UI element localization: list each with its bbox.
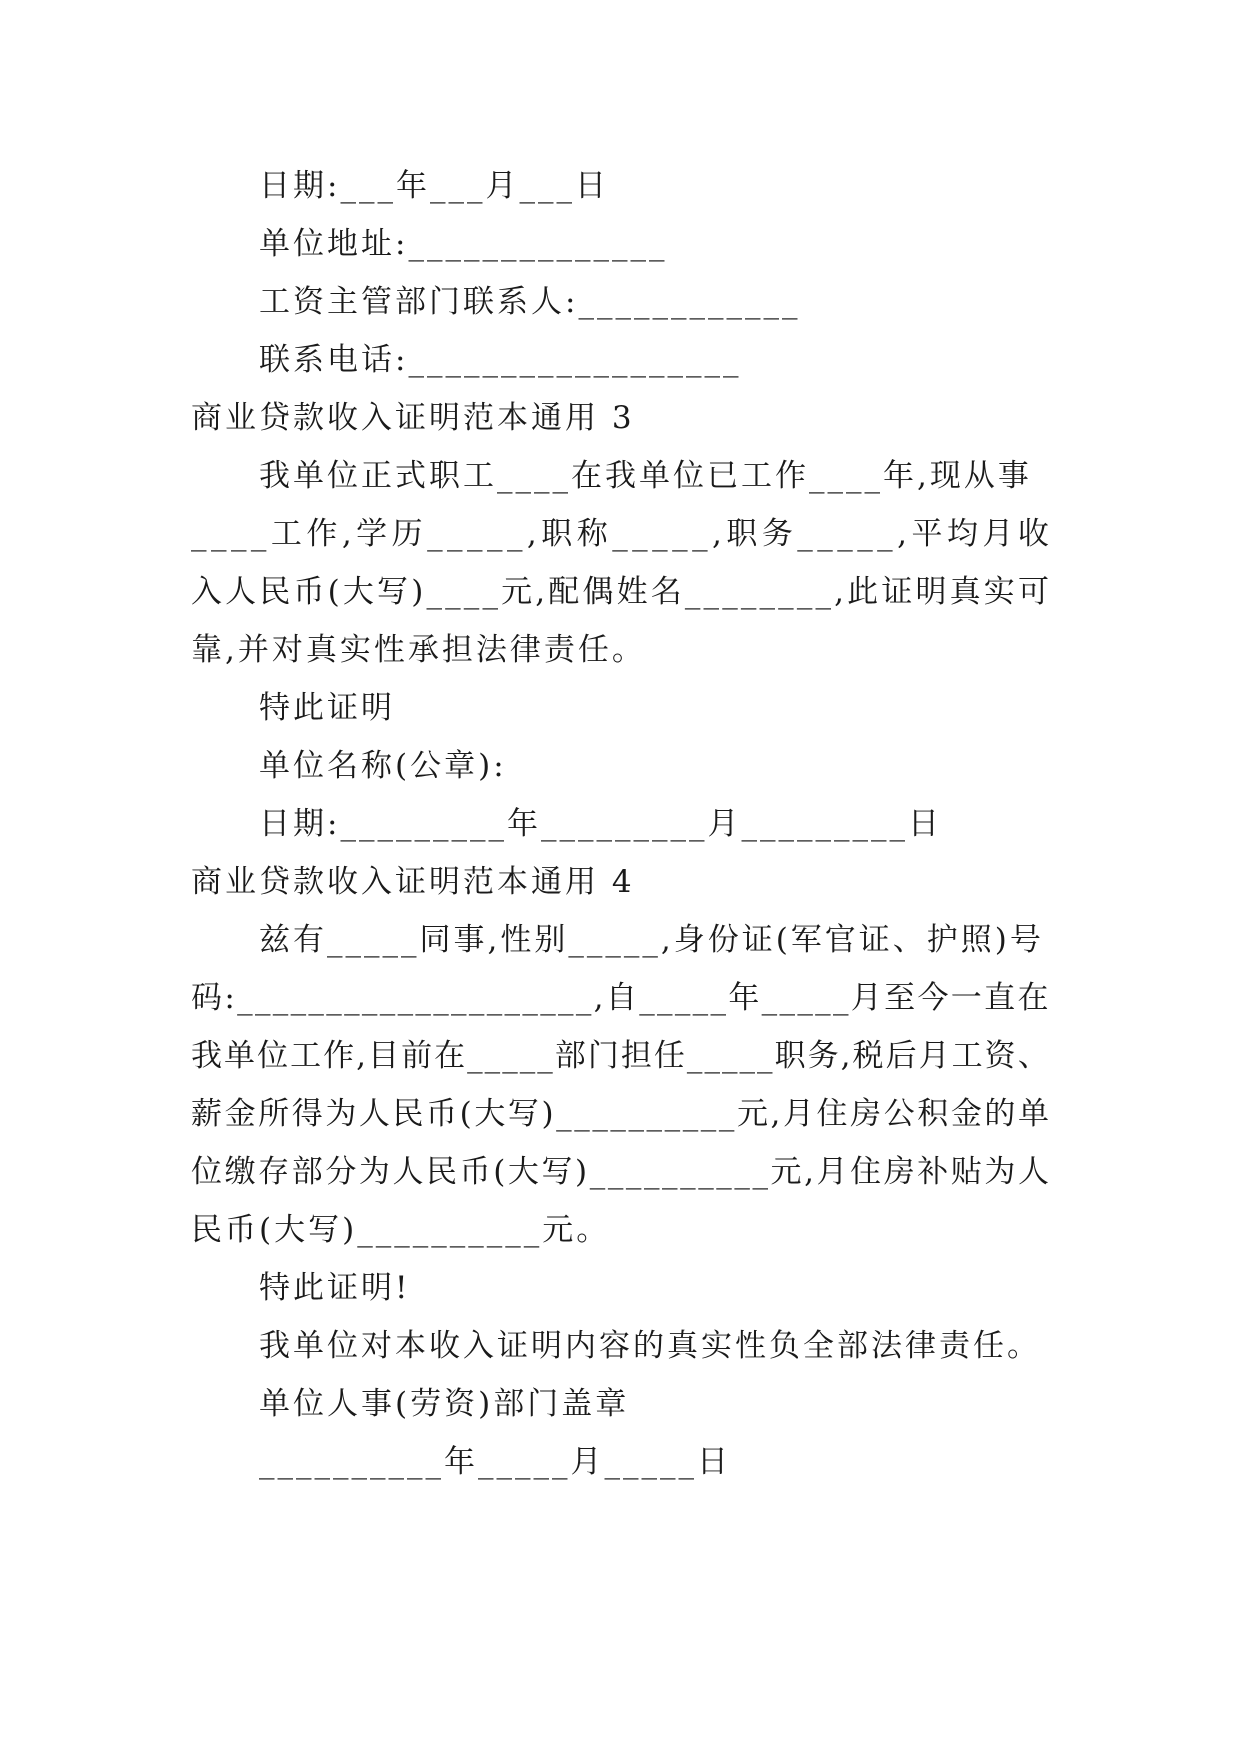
body-line: 位 缴 存 部 分 为 人 民 币 ( 大 写 ) _ _ _ _ _ _ _ _ _ _ 元 , 月 住 房 补 贴 为 人 [191,1154,1049,1190]
body-line: 我单位正式职工____在我单位已工作____年,现从事 [259,458,1032,494]
date-line: 日期:___年___月___日 [259,168,609,204]
body-line: 靠,并对真实性承担法律责任。 [191,632,646,668]
date-line: 日期:_________年_________月_________日 [259,806,942,842]
hr-seal-line: 单位人事(劳资)部门盖章 [259,1386,630,1422]
contact-phone-line: 联系电话:__________________ [259,342,742,378]
certification-line: 特此证明 [259,690,395,726]
responsibility-statement: 我单位对本收入证明内容的真实性负全部法律责任。 [259,1328,1041,1364]
body-line: _ _ _ _ 工 作 , 学 历 _ _ _ _ _ , 职 称 _ _ _ _ _ , 职 务 _ _ _ _ _ , 平 均 月 收 [191,516,1049,552]
body-line: 薪 金 所 得 为 人 民 币 ( 大 写 ) _ _ _ _ _ _ _ _ _ _ 元 , 月 住 房 公 积 金 的 单 [191,1096,1049,1132]
body-line: 兹有_____同事,性别_____,身份证(军官证、护照)号 [259,922,1044,958]
body-line: 民币(大写)__________元。 [191,1212,611,1248]
section-heading-3: 商业贷款收入证明范本通用 3 [191,400,635,436]
section-heading-4: 商业贷款收入证明范本通用 4 [191,864,635,900]
body-line: 码 : _ _ _ _ _ _ _ _ _ _ _ _ _ _ _ _ _ _ _ _ , 自 _ _ _ _ _ 年 _ _ _ _ _ 月 至 今 一 直 在 [191,980,1049,1016]
body-line: 入 人 民 币 ( 大 写 ) _ _ _ _ 元 , 配 偶 姓 名 _ _ _ _ _ _ _ _ , 此 证 明 真 实 可 [191,574,1049,610]
payroll-contact-line: 工资主管部门联系人:____________ [259,284,801,320]
body-line: 我 单 位 工 作 , 目 前 在 _ _ _ _ _ 部 门 担 任 _ _ _ _ _ 职 务 , 税 后 月 工 资 、 [191,1038,1049,1074]
certification-line: 特此证明! [259,1270,411,1306]
date-line: __________年_____月_____日 [259,1444,731,1480]
unit-name-seal-line: 单位名称(公章): [259,748,507,784]
unit-address-line: 单位地址:______________ [259,226,668,262]
